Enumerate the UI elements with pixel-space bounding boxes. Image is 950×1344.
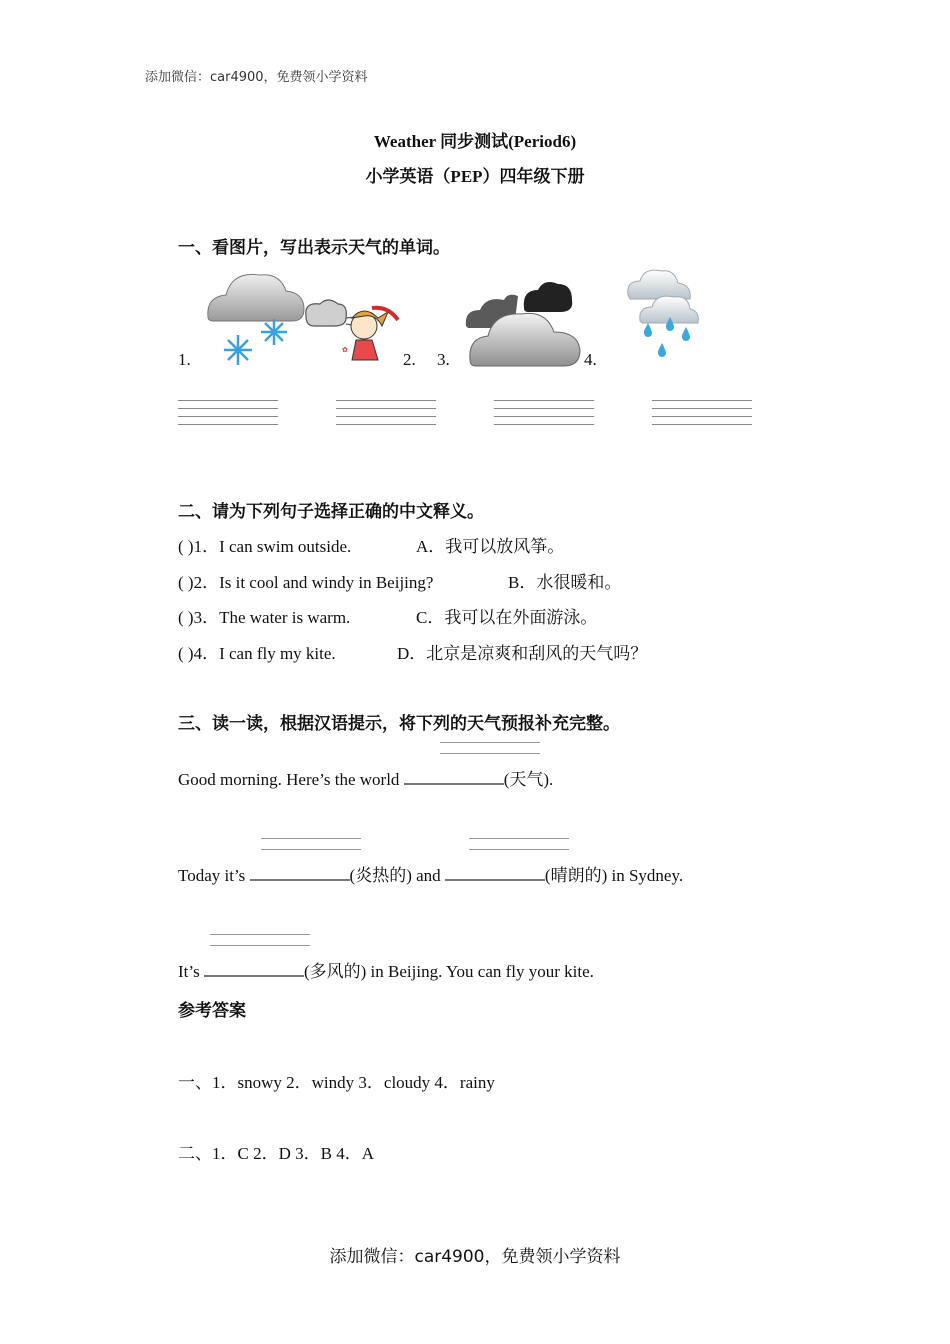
footer-watermark: 添加微信：car4900，免费领小学资料 bbox=[329, 1247, 621, 1267]
answers-section2: 二、1．C 2．D 3．B 4．A bbox=[178, 1144, 374, 1163]
section3-heading: 三、读一读，根据汉语提示，将下列的天气预报补充完整。 bbox=[178, 714, 620, 733]
forecast-line-3 bbox=[178, 957, 594, 982]
question-1: ( )1．I can swim outside. bbox=[178, 537, 352, 556]
page-title: Weather 同步测试(Period6) bbox=[373, 132, 577, 151]
question-4: ( )4．I can fly my kite. bbox=[178, 644, 336, 663]
section1-heading: 一、看图片，写出表示天气的单词。 bbox=[178, 238, 450, 257]
blank-hot[interactable] bbox=[250, 863, 350, 881]
blank-stack-2 bbox=[261, 838, 361, 860]
cloudy-icon bbox=[464, 278, 584, 368]
answer-lines-4[interactable] bbox=[652, 400, 752, 432]
snowy-cloud-icon bbox=[204, 265, 306, 367]
rainy-cloud-icon bbox=[622, 265, 704, 363]
section2-heading: 二、请为下列句子选择正确的中文释义。 bbox=[178, 502, 484, 521]
svg-text:✿: ✿ bbox=[342, 346, 348, 354]
forecast-line-3-b: (多风的) in Beijing. You can fly your kite. bbox=[303, 962, 594, 981]
answer-lines-3[interactable] bbox=[494, 400, 594, 432]
answer-lines-2[interactable] bbox=[336, 400, 436, 432]
label-1: 1. bbox=[178, 350, 191, 369]
answers-section1: 一、1．snowy 2．windy 3．cloudy 4．rainy bbox=[178, 1073, 495, 1092]
blank-stack-1 bbox=[440, 742, 540, 764]
question-3: ( )3．The water is warm. bbox=[178, 608, 351, 627]
question-2: ( )2．Is it cool and windy in Beijing? bbox=[178, 573, 434, 592]
forecast-line-2-b: (炎热的) and bbox=[349, 866, 441, 885]
forecast-line-2-c: (晴朗的) in Sydney. bbox=[544, 866, 684, 885]
forecast-line-1 bbox=[178, 765, 553, 790]
page-subtitle: 小学英语（PEP）四年级下册 bbox=[365, 167, 585, 186]
forecast-line-1-b: (天气). bbox=[503, 770, 554, 789]
answer-lines-1[interactable] bbox=[178, 400, 278, 432]
option-b: B．水很暖和。 bbox=[508, 573, 622, 592]
blank-stack-4 bbox=[210, 934, 310, 956]
blank-stack-3 bbox=[469, 838, 569, 860]
option-a: A．我可以放风筝。 bbox=[416, 537, 565, 556]
label-3: 3. bbox=[437, 350, 450, 369]
label-2: 2. bbox=[403, 350, 416, 369]
blank-sunny[interactable] bbox=[445, 863, 545, 881]
blank-weather[interactable] bbox=[404, 767, 504, 785]
option-d: D．北京是凉爽和刮风的天气吗？ bbox=[397, 644, 648, 663]
forecast-line-2-a: Today it’s bbox=[178, 866, 246, 885]
blank-windy[interactable] bbox=[204, 959, 304, 977]
option-c: C．我可以在外面游泳。 bbox=[416, 608, 598, 627]
forecast-line-2 bbox=[178, 861, 683, 886]
answers-heading: 参考答案 bbox=[178, 1001, 246, 1020]
forecast-line-1-a: Good morning. Here’s the world bbox=[178, 770, 400, 789]
forecast-line-3-a: It’s bbox=[178, 962, 200, 981]
header-watermark: 添加微信：car4900，免费领小学资料 bbox=[145, 70, 368, 85]
label-4: 4. bbox=[584, 350, 597, 369]
windy-girl-icon bbox=[302, 296, 402, 366]
